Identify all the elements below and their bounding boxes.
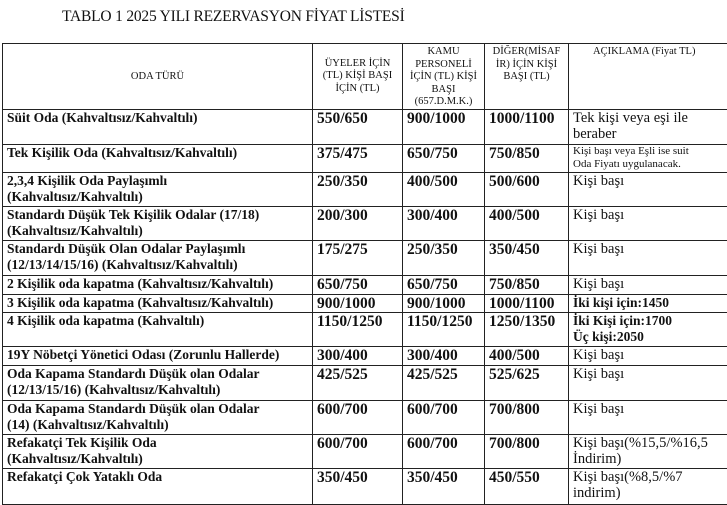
note-line: Oda Fiyatı uygulanacak.	[573, 158, 727, 171]
header-line: DİĞER(MİSAF	[487, 46, 566, 59]
note-line: Kişi başı	[573, 347, 727, 364]
other-price-cell: 350/450	[485, 240, 569, 275]
public-staff-price-cell: 1150/1250	[403, 312, 485, 346]
header-line: BAŞI (TL)	[487, 71, 566, 84]
other-price-cell: 750/850	[485, 144, 569, 172]
note-line: Kişi başı	[573, 207, 727, 224]
notes-cell	[569, 468, 727, 504]
note-line: Kişi başı	[573, 241, 727, 258]
public-staff-price-cell: 250/350	[403, 240, 485, 275]
note-line: İndirim)	[573, 451, 727, 468]
room-line: 3 Kişilik oda kapatma (Kahvaltısız/Kahvaltılı)	[7, 295, 308, 312]
header-line: KAMU	[405, 46, 482, 59]
price-table	[2, 43, 727, 505]
room-type-cell	[3, 365, 313, 400]
notes-cell	[569, 109, 727, 144]
document-title: TABLO 1 2025 YILI REZERVASYON FİYAT LİSTESİ	[62, 8, 405, 26]
header-room-type-label: ODA TÜRÜ	[131, 71, 184, 82]
notes-cell	[569, 172, 727, 206]
members-price-cell: 650/750	[313, 275, 403, 294]
header-notes-label: AÇIKLAMA (Fiyat TL)	[593, 46, 695, 57]
table-row	[3, 468, 727, 504]
public-staff-price-cell: 400/500	[403, 172, 485, 206]
table-row	[3, 434, 727, 468]
header-line: BAŞI	[405, 84, 482, 97]
table-row	[3, 109, 727, 144]
note-line: Kişi başı	[573, 173, 727, 190]
other-price-cell: 1000/1100	[485, 109, 569, 144]
public-staff-price-cell: 350/450	[403, 468, 485, 504]
table-row	[3, 240, 727, 275]
room-line: Oda Kapama Standardı Düşük olan Odalar	[7, 366, 308, 383]
room-line: Standardı Düşük Tek Kişilik Odalar (17/18)	[7, 207, 308, 224]
public-staff-price-cell: 600/700	[403, 400, 485, 434]
other-price-cell: 400/500	[485, 206, 569, 240]
members-price-cell: 350/450	[313, 468, 403, 504]
room-type-cell	[3, 275, 313, 294]
header-room-type	[3, 44, 313, 110]
public-staff-price-cell: 650/750	[403, 144, 485, 172]
other-price-cell: 400/500	[485, 346, 569, 365]
note-line: Üç kişi:2050	[573, 329, 727, 346]
other-price-cell: 450/550	[485, 468, 569, 504]
table-header-row	[3, 44, 727, 110]
notes-cell	[569, 434, 727, 468]
members-price-cell: 375/475	[313, 144, 403, 172]
room-type-cell	[3, 144, 313, 172]
room-line: (Kahvaltısız/Kahvaltılı)	[7, 451, 308, 468]
members-price-cell: 300/400	[313, 346, 403, 365]
members-price-cell: 250/350	[313, 172, 403, 206]
room-line: Oda Kapama Standardı Düşük olan Odalar	[7, 401, 308, 418]
room-type-cell	[3, 172, 313, 206]
header-line: İÇİN (TL)	[315, 83, 400, 96]
note-line: beraber	[573, 126, 727, 143]
room-line: (12/13/15/16) (Kahvaltısız/Kahvaltılı)	[7, 382, 308, 399]
room-type-cell	[3, 240, 313, 275]
note-line: Tek kişi veya eşi ile	[573, 110, 727, 127]
room-line: Refakatçi Tek Kişilik Oda	[7, 435, 308, 452]
members-price-cell: 600/700	[313, 434, 403, 468]
room-type-cell	[3, 434, 313, 468]
table-row	[3, 144, 727, 172]
room-line: (Kahvaltısız/Kahvaltılı)	[7, 223, 308, 240]
room-type-cell	[3, 294, 313, 312]
public-staff-price-cell: 900/1000	[403, 294, 485, 312]
other-price-cell: 700/800	[485, 400, 569, 434]
members-price-cell: 425/525	[313, 365, 403, 400]
note-line: Kişi başı(%8,5/%7	[573, 469, 727, 486]
room-line: Tek Kişilik Oda (Kahvaltısız/Kahvaltılı)	[7, 145, 308, 162]
header-other	[485, 44, 569, 110]
room-line: 2 Kişilik oda kapatma (Kahvaltısız/Kahvaltılı)	[7, 276, 308, 293]
members-price-cell: 1150/1250	[313, 312, 403, 346]
public-staff-price-cell: 300/400	[403, 346, 485, 365]
other-price-cell: 500/600	[485, 172, 569, 206]
room-type-cell	[3, 346, 313, 365]
header-line: (TL) KİŞİ BAŞI	[315, 70, 400, 83]
header-line: İÇİN (TL) KİŞİ	[405, 71, 482, 84]
notes-cell	[569, 365, 727, 400]
note-line: Kişi başı	[573, 276, 727, 293]
notes-cell	[569, 400, 727, 434]
notes-cell	[569, 346, 727, 365]
room-line: (14) (Kahvaltısız/Kahvaltılı)	[7, 417, 308, 434]
table-row	[3, 294, 727, 312]
notes-cell	[569, 312, 727, 346]
notes-cell	[569, 275, 727, 294]
other-price-cell: 525/625	[485, 365, 569, 400]
other-price-cell: 1250/1350	[485, 312, 569, 346]
note-line: indirim)	[573, 485, 727, 502]
room-type-cell	[3, 312, 313, 346]
table-row	[3, 400, 727, 434]
members-price-cell: 550/650	[313, 109, 403, 144]
room-type-cell	[3, 468, 313, 504]
header-line: ÜYELER İÇİN	[315, 58, 400, 71]
room-line: Refakatçi Çok Yataklı Oda	[7, 469, 308, 486]
header-notes	[569, 44, 727, 110]
table-row	[3, 206, 727, 240]
members-price-cell: 200/300	[313, 206, 403, 240]
room-line: 4 Kişilik oda kapatma (Kahvaltılı)	[7, 313, 308, 330]
room-type-cell	[3, 206, 313, 240]
room-line: (12/13/14/15/16) (Kahvaltısız/Kahvaltılı)	[7, 257, 308, 274]
note-line: İki kişi için:1450	[573, 295, 727, 312]
header-line: (657.D.M.K.)	[405, 96, 482, 109]
notes-cell	[569, 240, 727, 275]
note-line: Kişi başı	[573, 366, 727, 383]
other-price-cell: 700/800	[485, 434, 569, 468]
room-line: 19Y Nöbetçi Yönetici Odası (Zorunlu Hallerde)	[7, 347, 308, 364]
notes-cell	[569, 206, 727, 240]
notes-cell	[569, 294, 727, 312]
public-staff-price-cell: 425/525	[403, 365, 485, 400]
table-row	[3, 172, 727, 206]
table-row	[3, 275, 727, 294]
note-line: Kişi başı(%15,5/%16,5	[573, 435, 727, 452]
note-line: Kişi başı veya Eşli ise suit	[573, 145, 727, 158]
room-line: (Kahvaltısız/Kahvaltılı)	[7, 189, 308, 206]
members-price-cell: 175/275	[313, 240, 403, 275]
public-staff-price-cell: 300/400	[403, 206, 485, 240]
header-line: İR) İÇİN KİŞİ	[487, 59, 566, 72]
header-public-staff	[403, 44, 485, 110]
note-line: İki Kişi için:1700	[573, 313, 727, 330]
other-price-cell: 750/850	[485, 275, 569, 294]
header-line: PERSONELİ	[405, 59, 482, 72]
other-price-cell: 1000/1100	[485, 294, 569, 312]
room-type-cell	[3, 109, 313, 144]
members-price-cell: 600/700	[313, 400, 403, 434]
public-staff-price-cell: 900/1000	[403, 109, 485, 144]
notes-cell	[569, 144, 727, 172]
room-line: 2,3,4 Kişilik Oda Paylaşımlı	[7, 173, 308, 190]
note-line: Kişi başı	[573, 401, 727, 418]
table-row	[3, 346, 727, 365]
table-row	[3, 365, 727, 400]
room-line: Süit Oda (Kahvaltısız/Kahvaltılı)	[7, 110, 308, 127]
members-price-cell: 900/1000	[313, 294, 403, 312]
public-staff-price-cell: 600/700	[403, 434, 485, 468]
room-type-cell	[3, 400, 313, 434]
room-line: Standardı Düşük Olan Odalar Paylaşımlı	[7, 241, 308, 258]
public-staff-price-cell: 650/750	[403, 275, 485, 294]
table-row	[3, 312, 727, 346]
header-members	[313, 44, 403, 110]
